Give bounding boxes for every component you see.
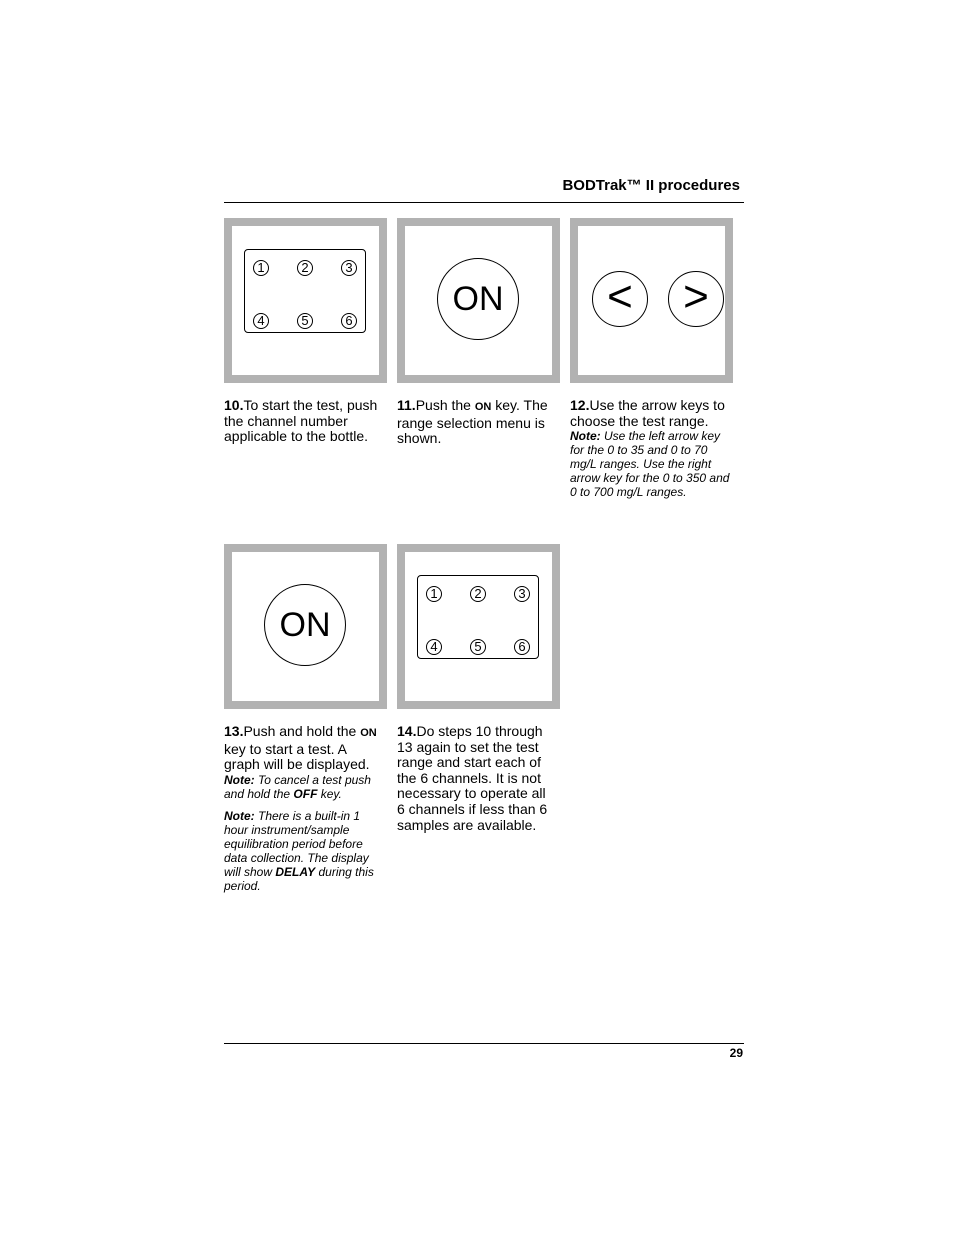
note-text: key.	[317, 786, 342, 801]
note-label: Note:	[224, 772, 255, 787]
step-14	[397, 724, 555, 833]
illustration-arrow-keys	[570, 218, 733, 383]
step-number: 14.	[397, 723, 417, 739]
on-key-label: ON	[474, 401, 492, 413]
step-number: 13.	[224, 723, 244, 739]
illustration-channel-keypad	[224, 218, 387, 383]
step-10	[224, 398, 382, 445]
channel-key-3: 3	[514, 586, 530, 602]
illustration-frame	[405, 552, 552, 701]
right-arrow-key: >	[668, 271, 724, 327]
illustration-on-key	[397, 218, 560, 383]
on-key-label: ON	[360, 727, 377, 739]
note-label: Note:	[224, 808, 255, 823]
step-12	[570, 398, 730, 499]
step-number: 10.	[224, 397, 244, 413]
channel-key-5: 5	[470, 639, 486, 655]
note-text: There is a built-in 1 hour instrument/sample equilibration period before data collection. The display will show	[224, 808, 369, 879]
left-arrow-key: <	[592, 271, 648, 327]
channel-key-6: 6	[514, 639, 530, 655]
footer-rule	[224, 1043, 744, 1044]
channel-key-1: 1	[426, 586, 442, 602]
illustration-frame	[232, 226, 379, 375]
step-note	[224, 809, 382, 893]
delay-label: DELAY	[275, 864, 316, 879]
step-text: key to start a test. A graph will be displayed.	[224, 740, 370, 773]
page-number: 29	[729, 1046, 743, 1060]
illustration-on-key	[224, 544, 387, 709]
illustration-frame	[232, 552, 379, 701]
step-text: To start the test, push the channel number applicable to the bottle.	[224, 397, 378, 445]
channel-key-2: 2	[297, 260, 313, 276]
on-key: ON	[437, 258, 519, 340]
note-text: during this period.	[224, 864, 374, 893]
note-text: To cancel a test push and hold the	[224, 772, 371, 801]
on-key: ON	[264, 584, 346, 666]
channel-key-5: 5	[297, 313, 313, 329]
step-text: Push and hold the	[243, 723, 361, 739]
step-text: Use the arrow keys to choose the test range.	[570, 397, 725, 429]
channel-key-4: 4	[253, 313, 269, 329]
step-text: key. The range selection menu is shown.	[397, 397, 548, 447]
section-title: BODTrak™ II procedures	[562, 177, 740, 194]
step-text: Do steps 10 through 13 again to set the test range and start each of the 6 channels. It is not necessary to operate all 6 channels if less than 6 samples are available.	[397, 723, 548, 833]
step-note	[570, 429, 730, 499]
illustration-frame	[405, 226, 552, 375]
channel-key-4: 4	[426, 639, 442, 655]
channel-key-6: 6	[341, 313, 357, 329]
step-text: Push the	[415, 397, 475, 413]
step-note	[224, 773, 382, 801]
channel-keypad	[417, 575, 539, 659]
channel-key-1: 1	[253, 260, 269, 276]
illustration-frame	[578, 226, 725, 375]
step-number: 12.	[570, 397, 590, 413]
header-rule	[224, 202, 744, 203]
note-text: Use the left arrow key for the 0 to 35 and 0 to 70 mg/L ranges. Use the right arrow key for the 0 to 350 and 0 to 700 mg/L ranges.	[570, 429, 730, 500]
channel-key-2: 2	[470, 586, 486, 602]
off-key-label: OFF	[293, 786, 318, 801]
note-label: Note:	[570, 429, 601, 444]
step-11	[397, 398, 555, 447]
illustration-channel-keypad	[397, 544, 560, 709]
step-13	[224, 724, 382, 893]
step-number: 11.	[397, 397, 416, 413]
channel-key-3: 3	[341, 260, 357, 276]
channel-keypad	[244, 249, 366, 333]
